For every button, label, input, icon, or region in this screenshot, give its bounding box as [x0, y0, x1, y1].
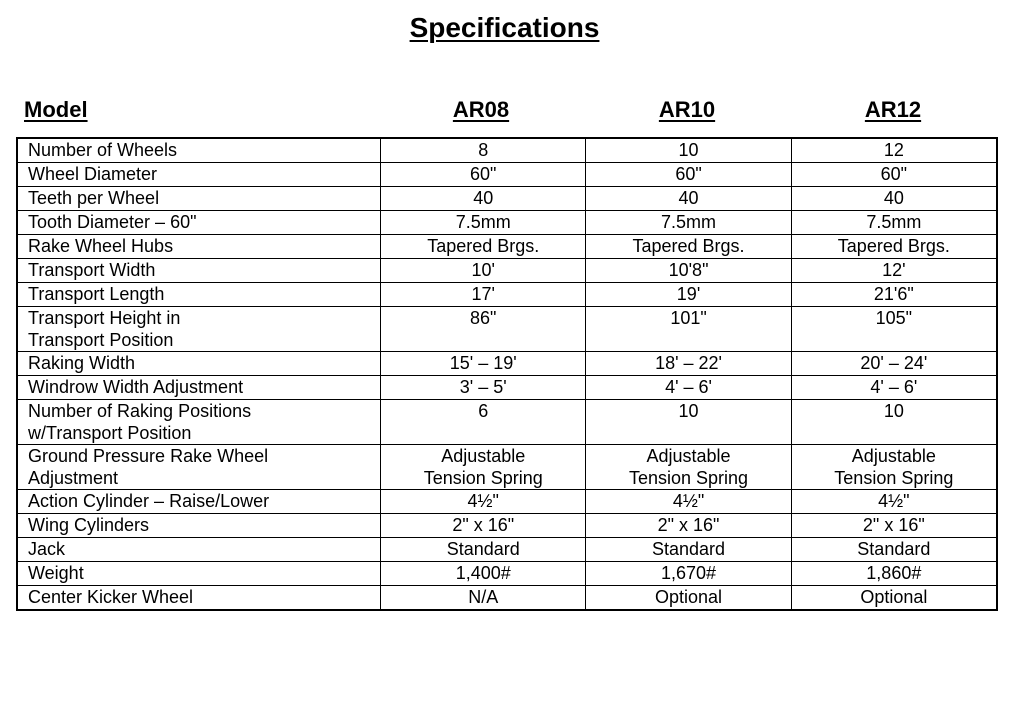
spec-value-ar08: 4½" — [381, 490, 586, 514]
spec-value-ar10: 4' – 6' — [586, 376, 791, 400]
spec-value-ar10: Optional — [586, 586, 791, 611]
spec-label: Transport Width — [17, 259, 381, 283]
table-row — [17, 235, 997, 259]
page-title — [0, 12, 1009, 44]
spec-value-ar08: 7.5mm — [381, 211, 586, 235]
spec-value-ar08: 10' — [381, 259, 586, 283]
spec-value-ar08: N/A — [381, 586, 586, 611]
spec-label: Wheel Diameter — [17, 163, 381, 187]
spec-value-ar10: 10 — [586, 400, 791, 445]
spec-value-ar12: Adjustable Tension Spring — [791, 445, 997, 490]
spec-value-ar12: 10 — [791, 400, 997, 445]
table-row — [17, 400, 997, 445]
spec-value-ar12: 7.5mm — [791, 211, 997, 235]
spec-value-ar10: Tapered Brgs. — [586, 235, 791, 259]
spec-value-ar08: 60" — [381, 163, 586, 187]
spec-label: Number of Wheels — [17, 138, 381, 163]
spec-value-ar10: 10 — [586, 138, 791, 163]
spec-value-ar10: 2" x 16" — [586, 514, 791, 538]
spec-value-ar08: 2" x 16" — [381, 514, 586, 538]
table-row — [17, 586, 997, 611]
spec-label: Wing Cylinders — [17, 514, 381, 538]
spec-value-ar08: 1,400# — [381, 562, 586, 586]
spec-label: Weight — [17, 562, 381, 586]
spec-value-ar12: 20' – 24' — [791, 352, 997, 376]
table-row — [17, 138, 997, 163]
spec-label: Center Kicker Wheel — [17, 586, 381, 611]
spec-value-ar10: Adjustable Tension Spring — [586, 445, 791, 490]
spec-value-ar12: 60" — [791, 163, 997, 187]
spec-value-ar12: 1,860# — [791, 562, 997, 586]
table-row — [17, 163, 997, 187]
spec-value-ar10: 60" — [586, 163, 791, 187]
spec-label: Raking Width — [17, 352, 381, 376]
spec-value-ar08: 17' — [381, 283, 586, 307]
table-row — [17, 445, 997, 490]
spec-value-ar12: Optional — [791, 586, 997, 611]
spec-value-ar12: Standard — [791, 538, 997, 562]
spec-value-ar08: 6 — [381, 400, 586, 445]
table-row — [17, 307, 997, 352]
spec-value-ar10: 18' – 22' — [586, 352, 791, 376]
spec-value-ar10: 7.5mm — [586, 211, 791, 235]
table-row — [17, 490, 997, 514]
spec-value-ar12: Tapered Brgs. — [791, 235, 997, 259]
spec-value-ar12: 105" — [791, 307, 997, 352]
model-header-ar10: AR10 — [658, 97, 716, 122]
spec-label: Transport Height in Transport Position — [17, 307, 381, 352]
spec-label: Action Cylinder – Raise/Lower — [17, 490, 381, 514]
table-row — [17, 187, 997, 211]
spec-value-ar10: 19' — [586, 283, 791, 307]
model-header-ar08: AR08 — [452, 97, 510, 122]
table-row — [17, 538, 997, 562]
specifications-table — [16, 137, 998, 611]
spec-value-ar12: 12 — [791, 138, 997, 163]
table-row — [17, 259, 997, 283]
spec-label: Tooth Diameter – 60" — [17, 211, 381, 235]
spec-value-ar08: Tapered Brgs. — [381, 235, 586, 259]
specifications-table-body — [17, 138, 997, 610]
model-header-ar12: AR12 — [864, 97, 922, 122]
spec-value-ar12: 4' – 6' — [791, 376, 997, 400]
spec-label: Rake Wheel Hubs — [17, 235, 381, 259]
table-row — [17, 562, 997, 586]
model-column-header: Model — [24, 97, 88, 122]
table-row — [17, 352, 997, 376]
spec-value-ar12: 21'6" — [791, 283, 997, 307]
spec-value-ar08: 15' – 19' — [381, 352, 586, 376]
spec-value-ar10: Standard — [586, 538, 791, 562]
spec-value-ar12: 40 — [791, 187, 997, 211]
spec-label: Windrow Width Adjustment — [17, 376, 381, 400]
spec-value-ar08: Standard — [381, 538, 586, 562]
column-headers — [0, 96, 1009, 128]
table-row — [17, 514, 997, 538]
spec-label: Teeth per Wheel — [17, 187, 381, 211]
spec-value-ar10: 101" — [586, 307, 791, 352]
spec-value-ar08: 86" — [381, 307, 586, 352]
spec-value-ar12: 2" x 16" — [791, 514, 997, 538]
spec-value-ar10: 10'8" — [586, 259, 791, 283]
spec-value-ar10: 40 — [586, 187, 791, 211]
spec-value-ar08: 40 — [381, 187, 586, 211]
spec-value-ar12: 12' — [791, 259, 997, 283]
page-title-text: Specifications — [409, 12, 600, 43]
table-row — [17, 211, 997, 235]
spec-value-ar10: 1,670# — [586, 562, 791, 586]
spec-value-ar08: 3' – 5' — [381, 376, 586, 400]
table-row — [17, 376, 997, 400]
table-row — [17, 283, 997, 307]
spec-value-ar10: 4½" — [586, 490, 791, 514]
spec-label: Ground Pressure Rake Wheel Adjustment — [17, 445, 381, 490]
spec-value-ar08: 8 — [381, 138, 586, 163]
spec-value-ar12: 4½" — [791, 490, 997, 514]
spec-value-ar08: Adjustable Tension Spring — [381, 445, 586, 490]
spec-label: Number of Raking Positions w/Transport Position — [17, 400, 381, 445]
spec-label: Transport Length — [17, 283, 381, 307]
spec-label: Jack — [17, 538, 381, 562]
